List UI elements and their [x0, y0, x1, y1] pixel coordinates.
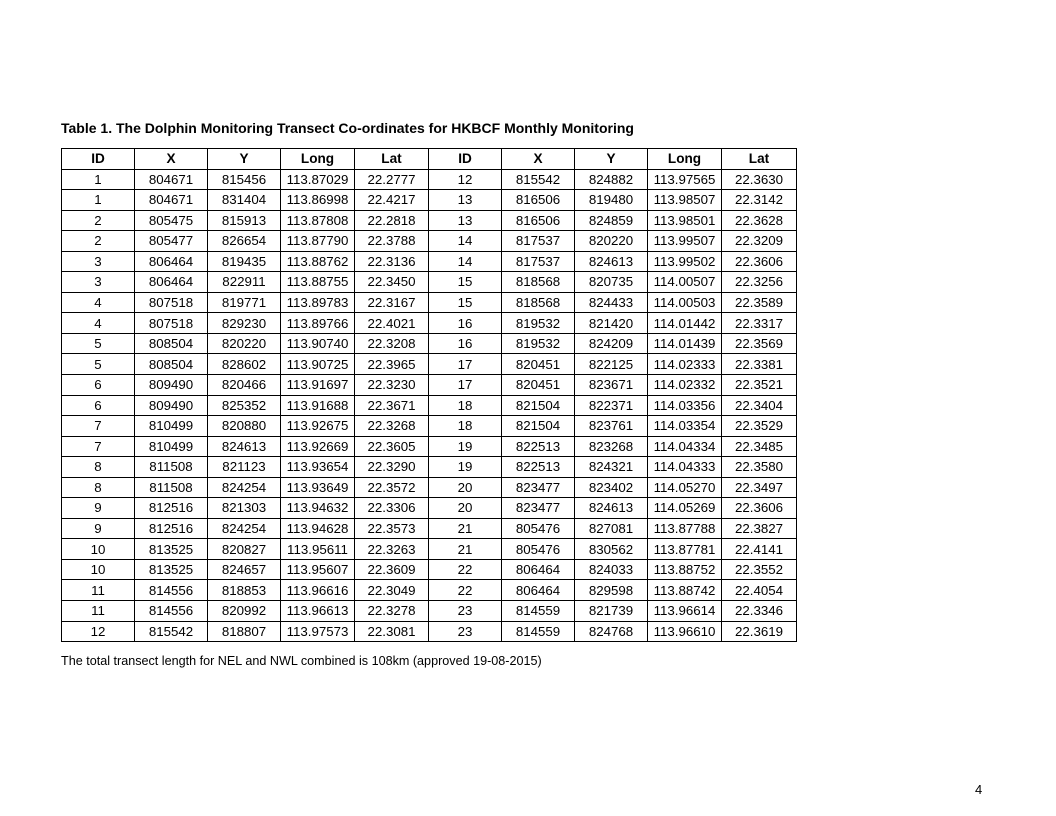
cell-id-right: 17 [429, 354, 502, 375]
cell-id-left: 1 [62, 190, 135, 211]
cell-y-left: 820880 [208, 416, 281, 437]
cell-lat-right: 22.3485 [722, 436, 797, 457]
cell-x-right: 823477 [502, 498, 575, 519]
cell-long-left: 113.94628 [281, 518, 355, 539]
table-row [62, 416, 797, 437]
cell-long-left: 113.89766 [281, 313, 355, 334]
cell-lat-right: 22.3589 [722, 292, 797, 313]
table-row [62, 313, 797, 334]
table-row [62, 190, 797, 211]
cell-lat-right: 22.3404 [722, 395, 797, 416]
cell-id-right: 19 [429, 457, 502, 478]
cell-lat-left: 22.3208 [355, 333, 429, 354]
cell-long-right: 113.98507 [648, 190, 722, 211]
cell-long-left: 113.97573 [281, 621, 355, 642]
cell-lat-left: 22.4217 [355, 190, 429, 211]
cell-y-left: 815913 [208, 210, 281, 231]
table-row [62, 601, 797, 622]
cell-lat-left: 22.3268 [355, 416, 429, 437]
cell-lat-left: 22.3671 [355, 395, 429, 416]
cell-long-left: 113.88755 [281, 272, 355, 293]
cell-long-right: 113.96614 [648, 601, 722, 622]
cell-x-left: 806464 [135, 272, 208, 293]
cell-id-right: 18 [429, 416, 502, 437]
cell-y-left: 824657 [208, 559, 281, 580]
table-row [62, 539, 797, 560]
cell-id-right: 17 [429, 375, 502, 396]
cell-id-left: 10 [62, 559, 135, 580]
table-row [62, 169, 797, 190]
cell-x-right: 817537 [502, 231, 575, 252]
cell-y-right: 820220 [575, 231, 648, 252]
cell-lat-right: 22.3569 [722, 333, 797, 354]
cell-long-left: 113.86998 [281, 190, 355, 211]
cell-y-left: 819771 [208, 292, 281, 313]
cell-y-left: 825352 [208, 395, 281, 416]
cell-y-left: 818807 [208, 621, 281, 642]
table-row [62, 333, 797, 354]
cell-x-left: 810499 [135, 436, 208, 457]
cell-x-right: 816506 [502, 210, 575, 231]
cell-long-left: 113.88762 [281, 251, 355, 272]
cell-id-left: 8 [62, 457, 135, 478]
cell-lat-left: 22.3230 [355, 375, 429, 396]
cell-long-left: 113.91688 [281, 395, 355, 416]
cell-lat-left: 22.3788 [355, 231, 429, 252]
cell-lat-left: 22.2777 [355, 169, 429, 190]
cell-lat-left: 22.3263 [355, 539, 429, 560]
cell-id-left: 5 [62, 333, 135, 354]
table-row [62, 251, 797, 272]
cell-x-left: 806464 [135, 251, 208, 272]
cell-id-right: 18 [429, 395, 502, 416]
cell-x-left: 810499 [135, 416, 208, 437]
cell-y-right: 829598 [575, 580, 648, 601]
cell-lat-right: 22.3619 [722, 621, 797, 642]
cell-x-right: 820451 [502, 354, 575, 375]
cell-y-right: 822371 [575, 395, 648, 416]
cell-x-left: 811508 [135, 477, 208, 498]
cell-y-right: 824859 [575, 210, 648, 231]
cell-long-left: 113.87029 [281, 169, 355, 190]
table-row [62, 621, 797, 642]
cell-long-left: 113.96613 [281, 601, 355, 622]
cell-y-left: 818853 [208, 580, 281, 601]
cell-y-left: 820466 [208, 375, 281, 396]
transect-coordinates-table [61, 148, 797, 642]
cell-lat-right: 22.3256 [722, 272, 797, 293]
cell-id-left: 4 [62, 313, 135, 334]
cell-x-right: 814559 [502, 621, 575, 642]
cell-long-left: 113.95607 [281, 559, 355, 580]
header-id-left: ID [62, 149, 135, 170]
cell-y-left: 820220 [208, 333, 281, 354]
cell-y-left: 822911 [208, 272, 281, 293]
cell-lat-right: 22.3529 [722, 416, 797, 437]
cell-id-left: 7 [62, 436, 135, 457]
table-row [62, 477, 797, 498]
cell-lat-right: 22.3606 [722, 251, 797, 272]
cell-lat-right: 22.3552 [722, 559, 797, 580]
table-row [62, 354, 797, 375]
cell-y-right: 819480 [575, 190, 648, 211]
cell-x-right: 806464 [502, 580, 575, 601]
cell-y-left: 824254 [208, 477, 281, 498]
cell-y-right: 824613 [575, 251, 648, 272]
cell-x-right: 822513 [502, 436, 575, 457]
cell-id-left: 9 [62, 498, 135, 519]
cell-y-right: 823268 [575, 436, 648, 457]
cell-long-right: 113.99502 [648, 251, 722, 272]
cell-x-left: 805477 [135, 231, 208, 252]
cell-lat-right: 22.3142 [722, 190, 797, 211]
table-row [62, 457, 797, 478]
cell-lat-right: 22.3346 [722, 601, 797, 622]
cell-y-right: 821420 [575, 313, 648, 334]
cell-long-right: 114.04333 [648, 457, 722, 478]
table-row [62, 498, 797, 519]
cell-x-left: 804671 [135, 190, 208, 211]
cell-y-right: 824882 [575, 169, 648, 190]
cell-id-right: 13 [429, 210, 502, 231]
cell-x-right: 821504 [502, 416, 575, 437]
cell-id-right: 16 [429, 313, 502, 334]
cell-long-right: 113.88752 [648, 559, 722, 580]
cell-lat-right: 22.3497 [722, 477, 797, 498]
cell-y-right: 820735 [575, 272, 648, 293]
cell-id-right: 20 [429, 498, 502, 519]
header-lat-left: Lat [355, 149, 429, 170]
cell-lat-right: 22.3521 [722, 375, 797, 396]
cell-lat-right: 22.3209 [722, 231, 797, 252]
cell-long-right: 114.01442 [648, 313, 722, 334]
cell-long-right: 114.00507 [648, 272, 722, 293]
cell-y-left: 831404 [208, 190, 281, 211]
cell-x-right: 815542 [502, 169, 575, 190]
cell-id-left: 5 [62, 354, 135, 375]
cell-id-right: 13 [429, 190, 502, 211]
cell-lat-right: 22.3381 [722, 354, 797, 375]
cell-long-left: 113.95611 [281, 539, 355, 560]
cell-long-left: 113.93654 [281, 457, 355, 478]
cell-y-left: 829230 [208, 313, 281, 334]
table-row [62, 231, 797, 252]
cell-long-right: 113.98501 [648, 210, 722, 231]
cell-x-right: 806464 [502, 559, 575, 580]
cell-id-right: 21 [429, 518, 502, 539]
cell-x-right: 823477 [502, 477, 575, 498]
cell-id-right: 20 [429, 477, 502, 498]
cell-x-right: 819532 [502, 333, 575, 354]
table-header-row [62, 149, 797, 170]
cell-lat-right: 22.4054 [722, 580, 797, 601]
cell-y-left: 824254 [208, 518, 281, 539]
cell-lat-left: 22.3573 [355, 518, 429, 539]
cell-long-right: 114.03356 [648, 395, 722, 416]
cell-id-left: 11 [62, 601, 135, 622]
cell-x-left: 807518 [135, 292, 208, 313]
cell-long-left: 113.87808 [281, 210, 355, 231]
table-row [62, 395, 797, 416]
cell-lat-left: 22.3278 [355, 601, 429, 622]
cell-id-left: 3 [62, 272, 135, 293]
cell-x-left: 814556 [135, 601, 208, 622]
cell-x-left: 808504 [135, 354, 208, 375]
cell-lat-left: 22.3965 [355, 354, 429, 375]
cell-x-right: 805476 [502, 539, 575, 560]
cell-long-right: 114.05270 [648, 477, 722, 498]
cell-lat-left: 22.3306 [355, 498, 429, 519]
cell-lat-right: 22.3580 [722, 457, 797, 478]
cell-long-right: 114.02333 [648, 354, 722, 375]
cell-lat-left: 22.3609 [355, 559, 429, 580]
header-lat-right: Lat [722, 149, 797, 170]
cell-id-left: 6 [62, 395, 135, 416]
table-row [62, 559, 797, 580]
cell-id-right: 14 [429, 251, 502, 272]
cell-y-left: 821123 [208, 457, 281, 478]
cell-x-left: 809490 [135, 395, 208, 416]
cell-y-right: 824613 [575, 498, 648, 519]
cell-lat-left: 22.3572 [355, 477, 429, 498]
table-row [62, 292, 797, 313]
cell-y-right: 830562 [575, 539, 648, 560]
header-id-right: ID [429, 149, 502, 170]
cell-y-left: 820992 [208, 601, 281, 622]
cell-lat-right: 22.4141 [722, 539, 797, 560]
cell-id-left: 12 [62, 621, 135, 642]
cell-long-left: 113.96616 [281, 580, 355, 601]
cell-long-left: 113.89783 [281, 292, 355, 313]
cell-y-right: 824321 [575, 457, 648, 478]
cell-id-right: 21 [429, 539, 502, 560]
header-x-left: X [135, 149, 208, 170]
cell-id-right: 16 [429, 333, 502, 354]
cell-x-left: 808504 [135, 333, 208, 354]
page-number: 4 [975, 782, 983, 797]
cell-long-right: 113.88742 [648, 580, 722, 601]
cell-long-right: 113.97565 [648, 169, 722, 190]
cell-long-right: 114.01439 [648, 333, 722, 354]
cell-y-left: 821303 [208, 498, 281, 519]
cell-x-left: 807518 [135, 313, 208, 334]
cell-long-right: 114.03354 [648, 416, 722, 437]
cell-y-right: 824433 [575, 292, 648, 313]
cell-lat-right: 22.3628 [722, 210, 797, 231]
cell-long-left: 113.93649 [281, 477, 355, 498]
cell-x-right: 821504 [502, 395, 575, 416]
header-long-left: Long [281, 149, 355, 170]
cell-long-right: 113.87781 [648, 539, 722, 560]
cell-x-left: 805475 [135, 210, 208, 231]
table-row [62, 436, 797, 457]
cell-lat-right: 22.3630 [722, 169, 797, 190]
cell-y-right: 821739 [575, 601, 648, 622]
cell-x-left: 814556 [135, 580, 208, 601]
cell-id-right: 19 [429, 436, 502, 457]
cell-y-right: 822125 [575, 354, 648, 375]
header-long-right: Long [648, 149, 722, 170]
cell-x-right: 814559 [502, 601, 575, 622]
cell-id-left: 8 [62, 477, 135, 498]
cell-y-left: 815456 [208, 169, 281, 190]
table-body [62, 169, 797, 642]
cell-id-right: 23 [429, 601, 502, 622]
cell-y-left: 820827 [208, 539, 281, 560]
cell-lat-left: 22.3167 [355, 292, 429, 313]
cell-id-left: 7 [62, 416, 135, 437]
cell-y-right: 824768 [575, 621, 648, 642]
cell-y-left: 824613 [208, 436, 281, 457]
cell-id-left: 1 [62, 169, 135, 190]
cell-long-left: 113.91697 [281, 375, 355, 396]
cell-lat-right: 22.3606 [722, 498, 797, 519]
cell-long-left: 113.92675 [281, 416, 355, 437]
cell-id-right: 23 [429, 621, 502, 642]
cell-x-left: 813525 [135, 559, 208, 580]
cell-lat-left: 22.3290 [355, 457, 429, 478]
header-y-right: Y [575, 149, 648, 170]
cell-id-right: 22 [429, 559, 502, 580]
cell-long-right: 114.00503 [648, 292, 722, 313]
cell-x-left: 812516 [135, 518, 208, 539]
cell-long-right: 113.96610 [648, 621, 722, 642]
cell-y-right: 823402 [575, 477, 648, 498]
cell-long-left: 113.90725 [281, 354, 355, 375]
cell-x-left: 813525 [135, 539, 208, 560]
cell-long-right: 114.02332 [648, 375, 722, 396]
cell-y-right: 823761 [575, 416, 648, 437]
cell-y-left: 819435 [208, 251, 281, 272]
cell-id-left: 9 [62, 518, 135, 539]
cell-long-right: 113.87788 [648, 518, 722, 539]
table-row [62, 272, 797, 293]
cell-id-left: 4 [62, 292, 135, 313]
cell-x-left: 809490 [135, 375, 208, 396]
cell-id-left: 3 [62, 251, 135, 272]
cell-x-right: 816506 [502, 190, 575, 211]
cell-lat-left: 22.2818 [355, 210, 429, 231]
cell-id-right: 14 [429, 231, 502, 252]
cell-id-left: 2 [62, 210, 135, 231]
cell-y-left: 828602 [208, 354, 281, 375]
cell-x-right: 822513 [502, 457, 575, 478]
cell-x-right: 817537 [502, 251, 575, 272]
cell-id-right: 15 [429, 272, 502, 293]
cell-id-right: 15 [429, 292, 502, 313]
cell-long-right: 114.04334 [648, 436, 722, 457]
cell-y-left: 826654 [208, 231, 281, 252]
cell-id-left: 11 [62, 580, 135, 601]
table-row [62, 518, 797, 539]
transect-length-note: The total transect length for NEL and NWL combined is 108km (approved 19-08-2015) [61, 654, 542, 668]
cell-long-left: 113.92669 [281, 436, 355, 457]
cell-id-left: 6 [62, 375, 135, 396]
cell-x-right: 805476 [502, 518, 575, 539]
cell-x-left: 811508 [135, 457, 208, 478]
cell-long-left: 113.90740 [281, 333, 355, 354]
table-row [62, 580, 797, 601]
cell-lat-left: 22.3450 [355, 272, 429, 293]
cell-y-right: 824209 [575, 333, 648, 354]
cell-x-left: 804671 [135, 169, 208, 190]
cell-long-left: 113.94632 [281, 498, 355, 519]
table-row [62, 210, 797, 231]
cell-x-right: 819532 [502, 313, 575, 334]
header-y-left: Y [208, 149, 281, 170]
cell-lat-right: 22.3827 [722, 518, 797, 539]
cell-lat-left: 22.4021 [355, 313, 429, 334]
cell-id-right: 22 [429, 580, 502, 601]
cell-long-right: 114.05269 [648, 498, 722, 519]
cell-lat-left: 22.3049 [355, 580, 429, 601]
table-caption: Table 1. The Dolphin Monitoring Transect Co-ordinates for HKBCF Monthly Monitoring [61, 120, 634, 136]
cell-id-right: 12 [429, 169, 502, 190]
cell-lat-left: 22.3081 [355, 621, 429, 642]
cell-id-left: 2 [62, 231, 135, 252]
table-row [62, 375, 797, 396]
cell-long-left: 113.87790 [281, 231, 355, 252]
cell-y-right: 827081 [575, 518, 648, 539]
cell-x-right: 820451 [502, 375, 575, 396]
cell-x-left: 812516 [135, 498, 208, 519]
cell-lat-left: 22.3136 [355, 251, 429, 272]
cell-x-right: 818568 [502, 272, 575, 293]
cell-x-left: 815542 [135, 621, 208, 642]
header-x-right: X [502, 149, 575, 170]
cell-y-right: 823671 [575, 375, 648, 396]
cell-lat-left: 22.3605 [355, 436, 429, 457]
cell-y-right: 824033 [575, 559, 648, 580]
cell-id-left: 10 [62, 539, 135, 560]
cell-lat-right: 22.3317 [722, 313, 797, 334]
cell-x-right: 818568 [502, 292, 575, 313]
cell-long-right: 113.99507 [648, 231, 722, 252]
